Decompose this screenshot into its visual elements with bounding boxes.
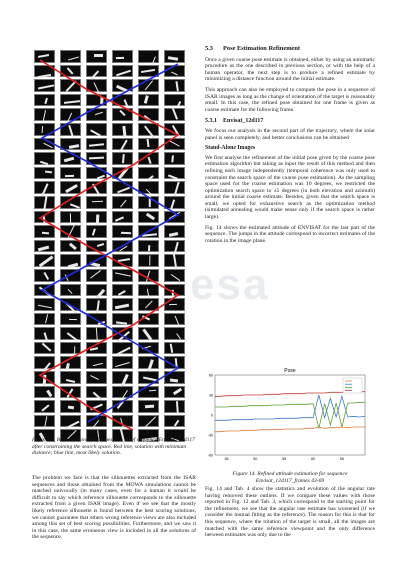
- y-tick-label: 0: [211, 413, 213, 418]
- paragraph-2: This approach can also be employed to compute the pose in a sequence of ISAR images as long as the change of orientation of the target is reasonably small. In this case, the refined pose obtained for one frame is given as coarse estimate for the following frame.: [205, 86, 375, 113]
- y-tick-label: -60: [207, 453, 213, 458]
- most-likely-line: [42, 64, 178, 422]
- paragraph-1: Once a given coarse pose estimate is obtained, either by using an automatic procedure as the one described in previous section, or with the help of a human operator, the next step is to produce a refined estimate by minimizing a distance function around the initial estimate.: [205, 56, 375, 83]
- x-tick-label: 55: [282, 457, 287, 461]
- y-tick-label: 30: [209, 393, 213, 398]
- right-bottom-text: [205, 486, 375, 543]
- figure-14-caption: Figure 14. Refined attitude estimation for sequence Envisat_12d117_frames 43-69: [232, 471, 348, 484]
- right-top-text: [205, 46, 375, 248]
- section-number: 5.3: [205, 45, 213, 52]
- section-title: Pose Estimation Refinement: [223, 45, 301, 52]
- subsection-heading: [205, 118, 375, 125]
- paragraph-6: Fig. 14 and Tab. 4 show the statistics and evolution of the angular rate having removed these outliers. If we compare these values with those reported in Fig. 12 and Tab. 3, which correspond to the starting point for the refinement, we see that the angular rate estimate has worsened (if we consider the mutual fitting as the reference). The reason for this is that for this sequence, where the rotation of the target is small, all the images are matched with the same reference viewpoint and the only difference between estimates was only due to the: [205, 486, 375, 539]
- figure-13-caption: Figure 13. Best solutions for frames 9 to 19 of sequence Envisat_13d317 after constraining the search space. Red line, solution with minimum distance; blue line, most likely solution.: [32, 437, 195, 457]
- y-tick-label: 60: [209, 373, 213, 378]
- subsection-title: Envisat_12d117: [223, 118, 264, 125]
- x-tick-label: 60: [311, 457, 316, 461]
- subsection-number: 5.3.1: [205, 118, 217, 125]
- chart-frame: [215, 375, 365, 455]
- chart-title: Pose: [284, 368, 296, 374]
- subsubsection-heading: Stand-Alone Images: [205, 145, 256, 152]
- figure-13: [28, 50, 196, 435]
- figure-14-chart: [203, 363, 379, 469]
- x-tick-label: 45: [224, 457, 229, 461]
- x-tick-label: 50: [253, 457, 258, 461]
- esa-watermark: esa: [190, 260, 270, 309]
- paragraph-3: We focus our analysis in the second part of the trajectory, where the solar panel is seen completely, and better conclusions can be obtained: [205, 127, 375, 141]
- y-tick-label: -30: [207, 433, 213, 438]
- paragraph-5: Fig. 14 shows the estimated attitude of ENVISAT for the last part of the sequence. The jumps in the attitude correspond to incorrect estimates of the rotation in the image plane.: [205, 224, 375, 244]
- left-paragraph: The problem we face is that the silhouettes extracted from the ISAR sequences and those obtained from the MOWA simulations cannot be matched univocally (in many cases, even for a human it would be difficult to say which reference silhouette corresponds to the silhouette extracted from a given ISAR image). Even if we see that the mostly likely reference silhouette is found between the best scoring solutions, we cannot guarantee that others wrong reference views are also included among this set of best scoring possibilities. Furthermore, and we saw it in this case, the same erroneous view is included in all the solutions of the sequence.: [32, 475, 196, 541]
- paragraph-4: We first analyse the refinement of the initial pose given by the coarse pose estimation algorithm but taking as input the result of this method and then refining each image independently (temporal coherence was only used to constraint the search space of the coarse pose estimation). As the sampling space used for the coarse estimation was 10 degrees, we restricted the optimization search space to ±5 degrees (in both elevation and azimuth) around the initial coarse estimate. Besides, given that the search space is small, we opted for exhaustive search as the optimization method (simulated annealing would make sense only if the search space is rather large).: [205, 154, 375, 221]
- solution-lines: [28, 50, 196, 435]
- x-tick-label: 65: [339, 457, 344, 461]
- section-heading: [205, 46, 375, 53]
- minimum-distance-line: [40, 60, 178, 430]
